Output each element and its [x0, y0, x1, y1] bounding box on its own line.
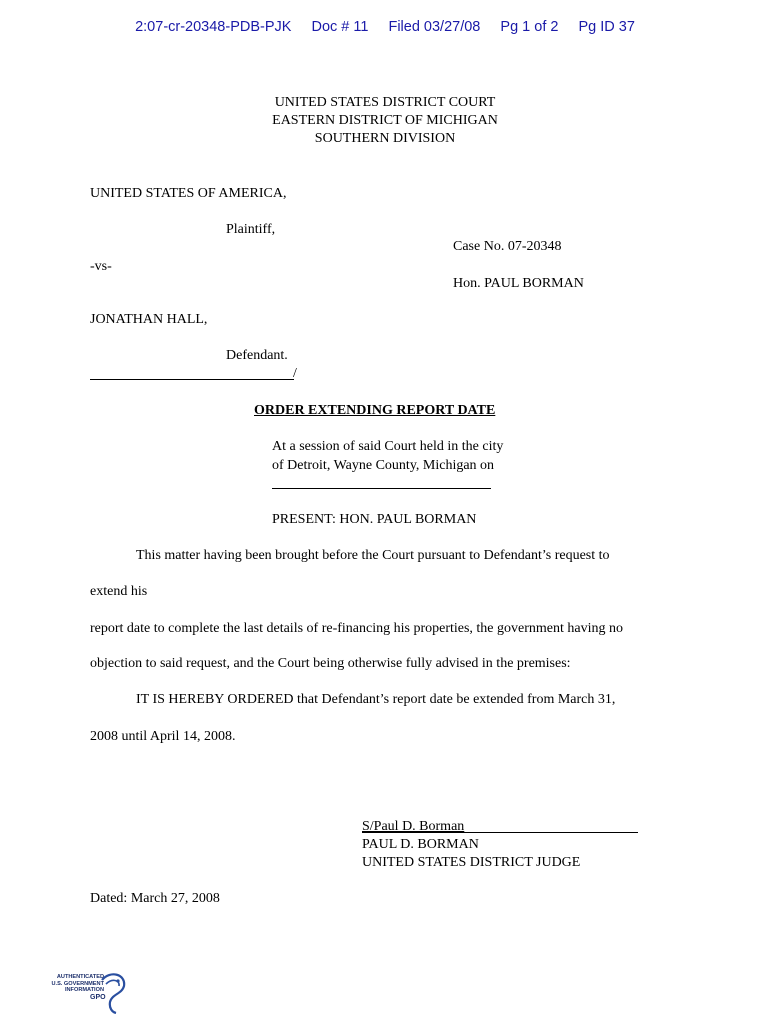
- case-number: Case No. 07-20348: [453, 239, 562, 254]
- gpo-text-line-3: INFORMATION: [64, 987, 104, 993]
- plaintiff-name: UNITED STATES OF AMERICA,: [90, 186, 287, 201]
- doc-number-stamp: Doc # 11: [311, 19, 369, 35]
- judge-printed-name: PAUL D. BORMAN: [362, 837, 479, 852]
- court-name: UNITED STATES DISTRICT COURT: [274, 95, 496, 110]
- filing-header: [0, 17, 770, 37]
- caption-rule: [90, 379, 294, 380]
- session-line-2: of Detroit, Wayne County, Michigan on: [272, 458, 495, 473]
- gpo-authentication-logo: [40, 972, 130, 1016]
- paragraph-1-line-3: report date to complete the last details of re-financing his properties, the government having no: [90, 621, 623, 636]
- court-heading: [0, 94, 770, 148]
- paragraph-1-line-4: objection to said request, and the Court being otherwise fully advised in the premises:: [90, 656, 571, 671]
- paragraph-1-line-2: extend his: [90, 584, 148, 599]
- judge-name: Hon. PAUL BORMAN: [453, 276, 584, 291]
- court-division: SOUTHERN DIVISION: [314, 131, 456, 146]
- session-date-blank: [272, 488, 491, 489]
- order-title: ORDER EXTENDING REPORT DATE: [254, 403, 496, 418]
- session-line-1: At a session of said Court held in the city: [272, 439, 504, 454]
- gpo-mark: GPO: [90, 994, 106, 1001]
- paragraph-2-line-1: IT IS HEREBY ORDERED that Defendant’s report date be extended from March 31,: [136, 692, 616, 707]
- defendant-role: Defendant.: [226, 348, 288, 363]
- dated-line: Dated: March 27, 2008: [90, 891, 220, 906]
- paragraph-2-line-2: 2008 until April 14, 2008.: [90, 729, 236, 744]
- page-id-stamp: Pg ID 37: [578, 19, 635, 35]
- defendant-name: JONATHAN HALL,: [90, 312, 208, 327]
- paragraph-1-line-1: This matter having been brought before the Court pursuant to Defendant’s request to: [136, 548, 610, 563]
- plaintiff-role: Plaintiff,: [226, 222, 276, 237]
- gpo-text-line-2: U.S. GOVERNMENT: [51, 980, 104, 987]
- present-line: PRESENT: HON. PAUL BORMAN: [272, 512, 477, 527]
- page-count-stamp: Pg 1 of 2: [500, 19, 559, 35]
- caption-slash: /: [293, 366, 297, 381]
- gpo-logo-text: [40, 974, 104, 994]
- judge-title: UNITED STATES DISTRICT JUDGE: [362, 855, 581, 870]
- signature: S/Paul D. Borman: [362, 819, 465, 834]
- case-number-stamp: 2:07-cr-20348-PDB-PJK: [135, 19, 292, 35]
- gpo-text-line-1: AUTHENTICATED: [56, 974, 104, 980]
- versus-text: -vs-: [90, 259, 112, 274]
- eagle-icon: [98, 972, 128, 1014]
- filed-date-stamp: Filed 03/27/08: [388, 19, 481, 35]
- signature-line: [362, 832, 638, 833]
- court-district: EASTERN DISTRICT OF MICHIGAN: [272, 113, 498, 128]
